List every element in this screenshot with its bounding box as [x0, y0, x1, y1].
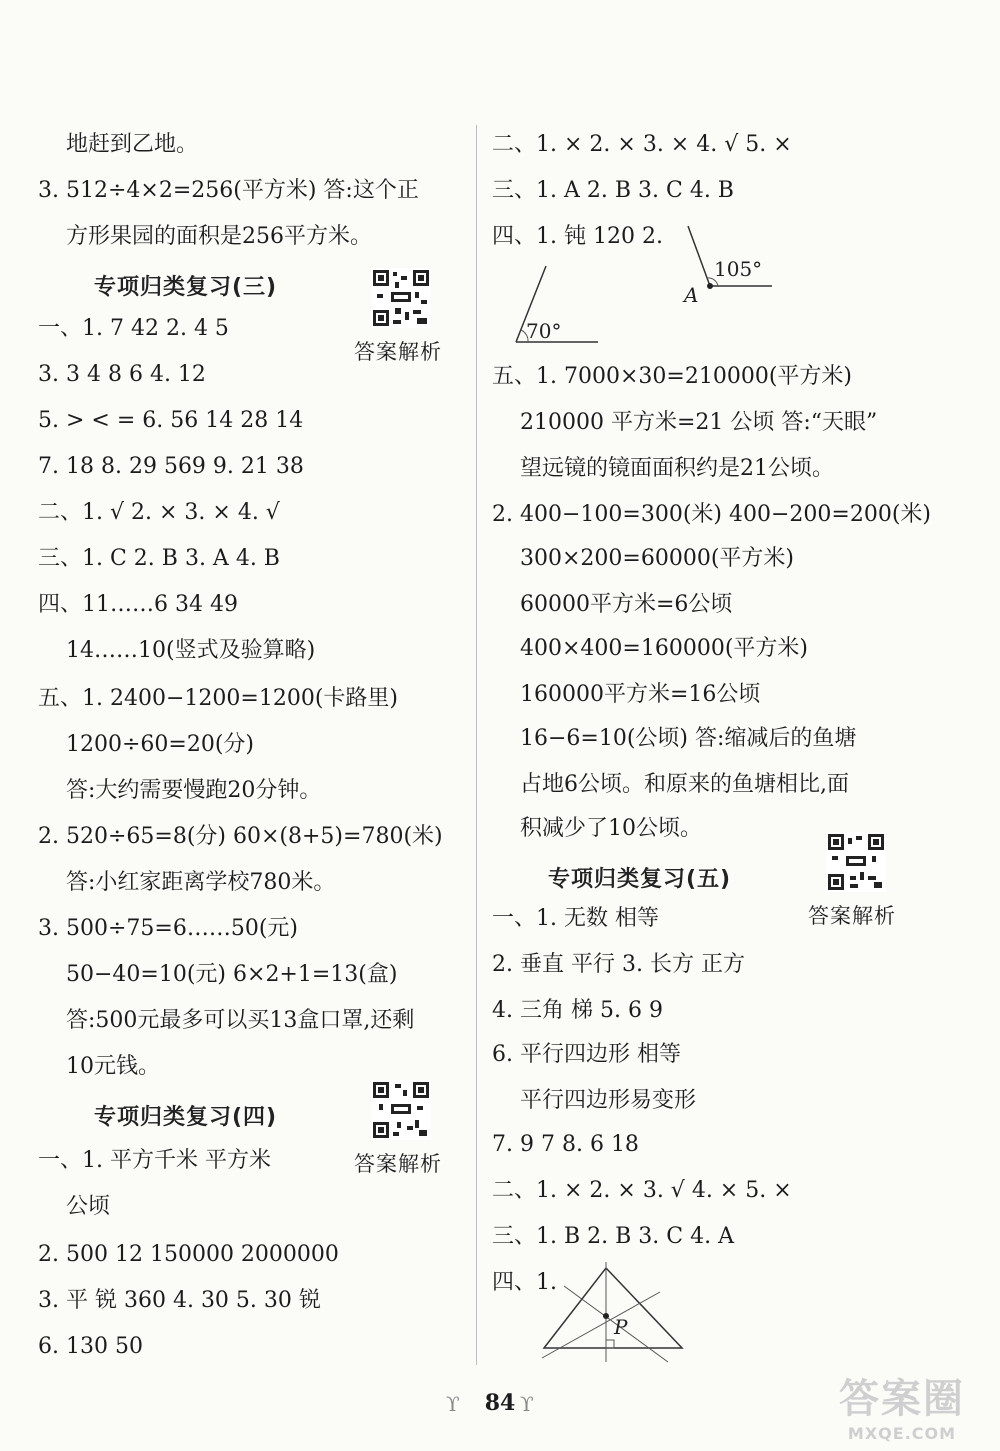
angle-figures: [502, 222, 792, 352]
triangle-altitudes-figure: [536, 1262, 736, 1372]
answer-line: 10元钱。: [66, 1054, 160, 1079]
answer-line: 五、1. 7000×30=210000(平方米): [492, 364, 852, 389]
answer-line: 答:大约需要慢跑20分钟。: [66, 778, 322, 803]
qr-caption: 答案解析: [354, 1152, 442, 1176]
answer-line: 四、1.: [492, 1270, 557, 1295]
watermark-url: MXQE.COM: [847, 1424, 957, 1443]
answer-line: 占地6公顷。和原来的鱼塘相比,面: [520, 772, 849, 797]
watermark-logo: 答案圈: [839, 1376, 965, 1422]
answer-line: 3. 3 4 8 6 4. 12: [38, 362, 206, 387]
answer-line: 3. 平 锐 360 4. 30 5. 30 锐: [38, 1288, 321, 1313]
answer-line: 二、1. × 2. × 3. √ 4. × 5. ×: [492, 1178, 792, 1203]
answer-line: 公顷: [66, 1194, 111, 1219]
answer-line: 5. > < = 6. 56 14 28 14: [38, 408, 304, 433]
answer-line: 平行四边形易变形: [520, 1088, 697, 1113]
answer-line: 一、1. 平方千米 平方米: [38, 1148, 271, 1173]
answer-line: 四、1. 钝 120 2.: [492, 224, 663, 249]
answer-line: 210000 平方米=21 公顷 答:“天眼”: [520, 410, 878, 435]
answer-line: 4. 三角 梯 5. 6 9: [492, 998, 663, 1023]
answer-line: 2. 500 12 150000 2000000: [38, 1242, 339, 1267]
answer-line: 2. 垂直 平行 3. 长方 正方: [492, 952, 745, 977]
answer-line: 积减少了10公顷。: [520, 816, 702, 841]
answer-line: 16−6=10(公顷) 答:缩减后的鱼塘: [520, 726, 857, 751]
answer-line: 1200÷60=20(分): [66, 732, 255, 757]
answer-line: 2. 520÷65=8(分) 60×(8+5)=780(米): [38, 824, 443, 849]
answer-line: 6. 平行四边形 相等: [492, 1042, 681, 1067]
qr-code-icon[interactable]: [371, 268, 431, 328]
page-number: 84: [484, 1390, 516, 1416]
answer-line: 一、1. 无数 相等: [492, 906, 659, 931]
answer-line: 方形果园的面积是256平方米。: [66, 224, 372, 249]
angle-label: 105°: [714, 257, 763, 281]
answer-line: 二、1. √ 2. × 3. × 4. √: [38, 500, 280, 525]
watermark: [822, 1367, 982, 1443]
answer-line: 60000平方米=6公顷: [520, 592, 733, 617]
page-ornament-icon: ϒ: [446, 1392, 460, 1416]
qr-caption: 答案解析: [808, 904, 896, 928]
answer-line: 三、1. C 2. B 3. A 4. B: [38, 546, 280, 571]
qr-caption: 答案解析: [354, 340, 442, 364]
answer-line: 三、1. A 2. B 3. C 4. B: [492, 178, 734, 203]
point-label: P: [614, 1315, 628, 1339]
qr-code-icon[interactable]: [826, 832, 886, 892]
answer-line: 400×400=160000(平方米): [520, 636, 808, 661]
answer-line: 三、1. B 2. B 3. C 4. A: [492, 1224, 734, 1249]
point-label: A: [684, 283, 699, 307]
answer-line: 答:500元最多可以买13盒口罩,还剩: [66, 1008, 415, 1033]
answer-line: 答:小红家距离学校780米。: [66, 870, 336, 895]
answer-line: 3. 500÷75=6……50(元): [38, 916, 298, 941]
answer-line: 160000平方米=16公顷: [520, 682, 761, 707]
section-heading: 专项归类复习(三): [94, 275, 278, 300]
answer-line: 五、1. 2400−1200=1200(卡路里): [38, 686, 398, 711]
angle-label: 70°: [526, 319, 562, 343]
answer-line: 2. 400−100=300(米) 400−200=200(米): [492, 502, 931, 527]
column-divider: [476, 125, 477, 1365]
answer-line: 3. 512÷4×2=256(平方米) 答:这个正: [38, 178, 419, 203]
answer-line: 50−40=10(元) 6×2+1=13(盒): [66, 962, 398, 987]
answer-line: 300×200=60000(平方米): [520, 546, 795, 571]
answer-line: 14……10(竖式及验算略): [66, 638, 316, 663]
section-heading: 专项归类复习(四): [94, 1105, 278, 1130]
answer-line: 四、11……6 34 49: [38, 592, 238, 617]
answer-line: 7. 9 7 8. 6 18: [492, 1132, 639, 1157]
qr-code-icon[interactable]: [371, 1080, 431, 1140]
section-heading: 专项归类复习(五): [548, 867, 732, 892]
page-ornament-icon: ϒ: [520, 1392, 534, 1416]
answer-line: 望远镜的镜面面积约是21公顷。: [520, 456, 834, 481]
answer-line: 一、1. 7 42 2. 4 5: [38, 316, 229, 341]
answer-line: 7. 18 8. 29 569 9. 21 38: [38, 454, 304, 479]
answer-line: 二、1. × 2. × 3. × 4. √ 5. ×: [492, 132, 792, 157]
answer-line: 地赶到乙地。: [66, 132, 199, 157]
answer-line: 6. 130 50: [38, 1334, 143, 1359]
